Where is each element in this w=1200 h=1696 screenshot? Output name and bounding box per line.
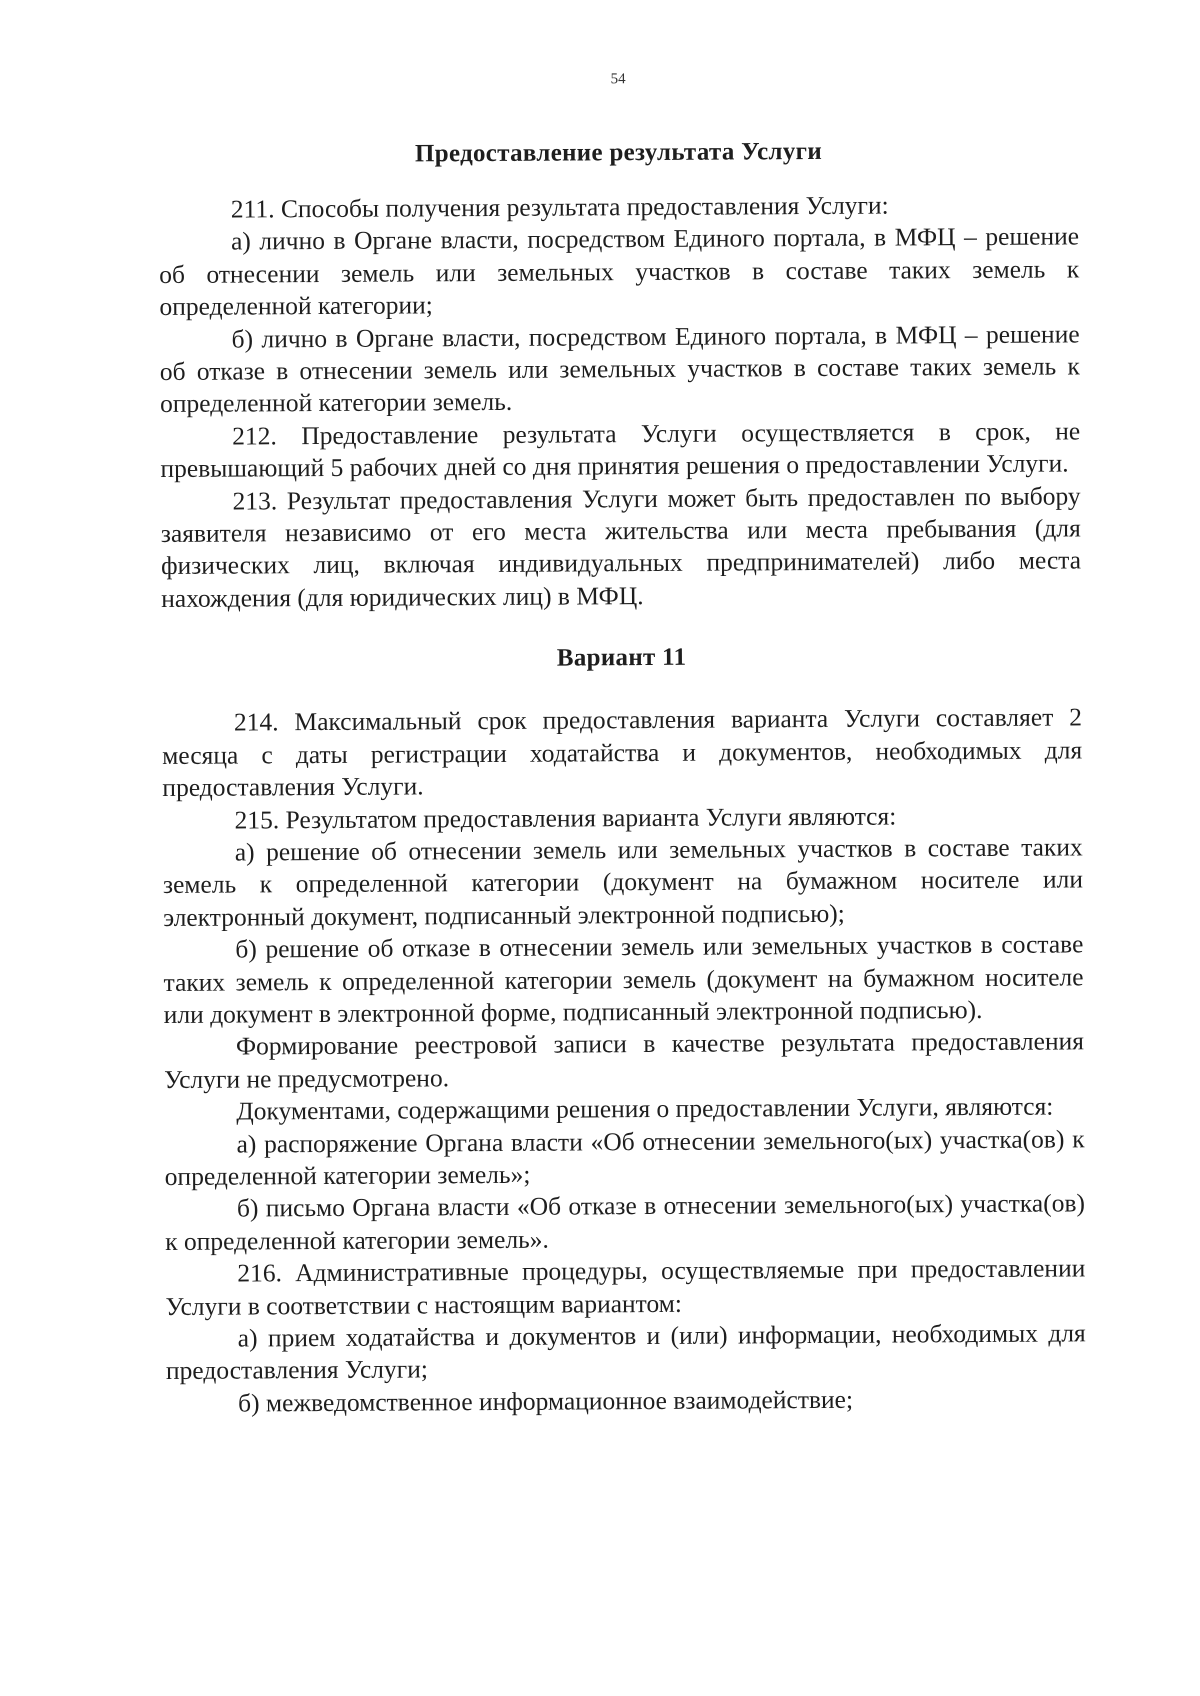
paragraph-decision-documents: Документами, содержащими решения о предоставлении Услуги, являются: xyxy=(236,1091,1054,1126)
document-page xyxy=(158,66,1088,1652)
section-title-variant-11: Вариант 11 xyxy=(556,644,687,672)
paragraph-214: 214. Максимальный срок предоставления варианта Услуги составляет 2 месяца с даты регистрации ходатайства и документов, необходимых для предоставления Услуги. xyxy=(162,702,1083,803)
page-number: 54 xyxy=(610,71,626,88)
paragraph-215-a: а) решение об отнесении земель или земельных участков в составе таких земель к определенной категории (документ на бумажном носителе или электронный документ, подписанный электронной подписью); xyxy=(162,832,1084,932)
paragraph-211-a: а) лично в Органе власти, посредством Единого портала, в МФЦ – решение об отнесении земель или земельных участков в составе таких земель к определенной категории; xyxy=(159,221,1080,322)
paragraph-216-b: б) межведомственное информационное взаимодействие; xyxy=(238,1384,854,1418)
paragraph-216: 216. Административные процедуры, осуществляемые при предоставлении Услуги в соответствии с настоящим вариантом: xyxy=(165,1253,1086,1321)
paragraph-documents-b: б) письмо Органа власти «Об отказе в отнесении земельного(ых) участка(ов) к определенной категории земель». xyxy=(165,1188,1086,1256)
paragraph-215-b: б) решение об отказе в отнесении земель или земельных участков в составе таких земель к определенной категории земель (документ на бумажном носителе или документ в электронной форме, подписанный электронной подписью). xyxy=(163,929,1084,1029)
paragraph-212: 212. Предоставление результата Услуги осуществляется в срок, не превышающий 5 рабочих дней со дня принятия решения о предоставлении Услуги. xyxy=(160,416,1081,484)
paragraph-documents-a: а) распоряжение Органа власти «Об отнесении земельного(ых) участка(ов) к определенной категории земель»; xyxy=(164,1123,1085,1191)
paragraph-216-a: а) прием ходатайства и документов и (или) информации, необходимых для предоставления Услуги; xyxy=(165,1318,1086,1386)
paragraph-213: 213. Результат предоставления Услуги может быть предоставлен по выбору заявителя независимо от его места жительства или места пребывания (для физических лиц, включая индивидуальных предпринимателей) либо места нахождения (для юридических лиц) в МФЦ. xyxy=(160,481,1082,613)
paragraph-215: 215. Результатом предоставления варианта Услуги являются: xyxy=(234,801,897,835)
paragraph-registry-record: Формирование реестровой записи в качестве результата предоставления Услуги не предусмотрено. xyxy=(164,1026,1085,1094)
paragraph-211: 211. Способы получения результата предоставления Услуги: xyxy=(230,190,889,224)
paragraph-211-b: б) лично в Органе власти, посредством Единого портала, в МФЦ – решение об отказе в отнесении земель или земельных участков в составе таких земель к определенной категории земель. xyxy=(159,319,1080,419)
section-title-result: Предоставление результата Услуги xyxy=(414,137,823,168)
